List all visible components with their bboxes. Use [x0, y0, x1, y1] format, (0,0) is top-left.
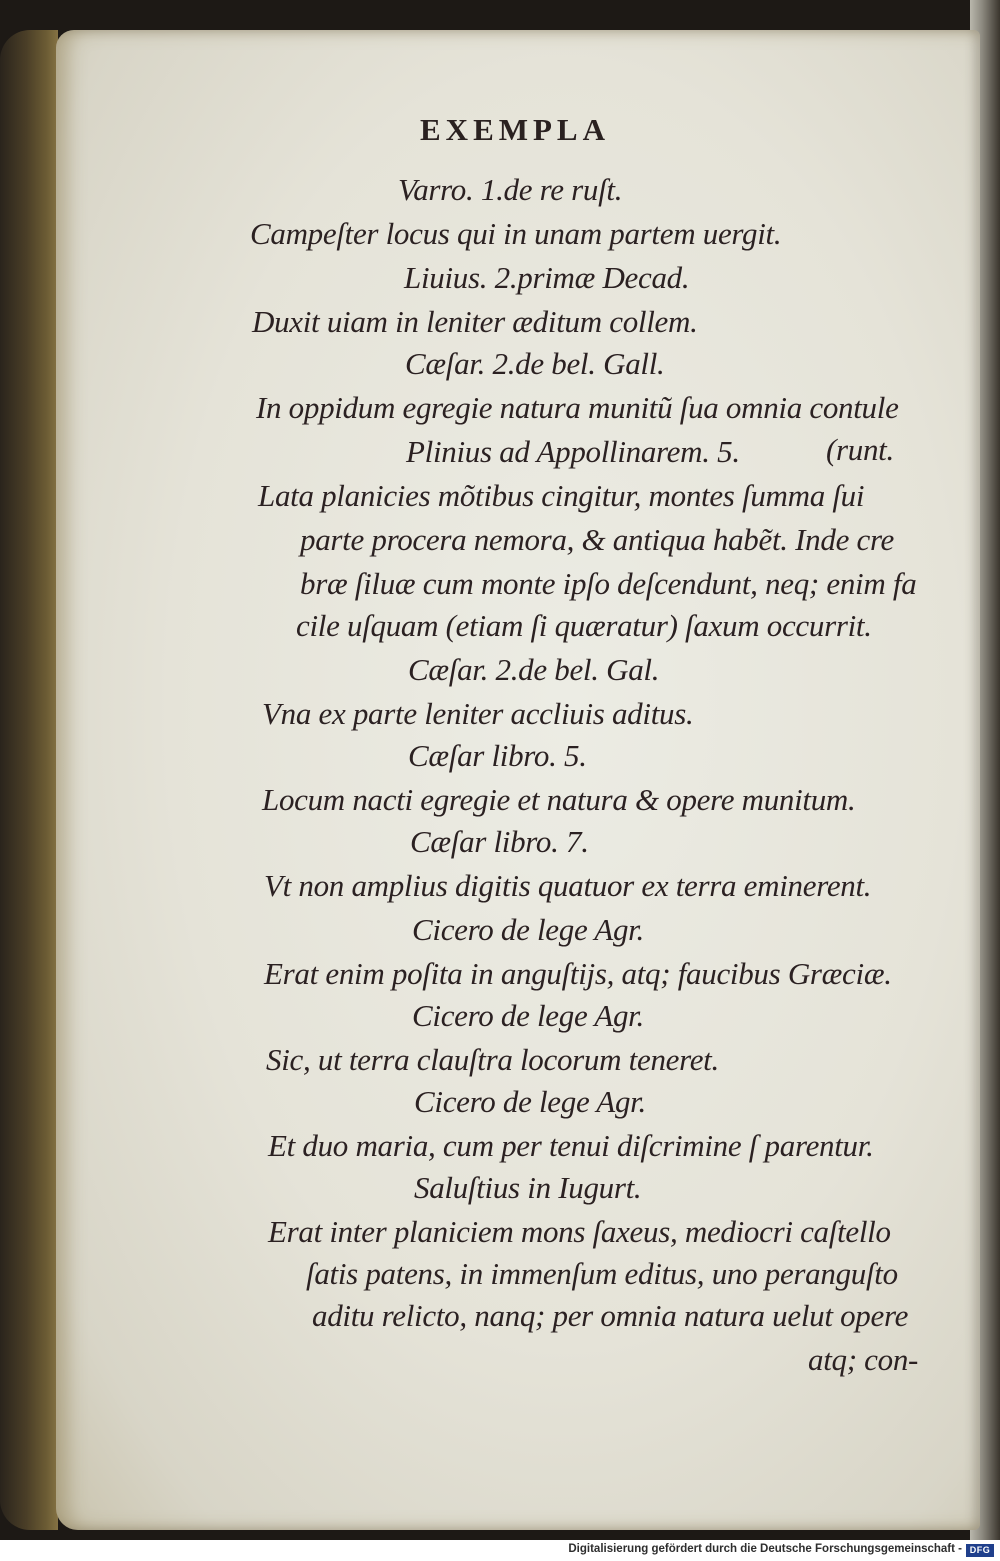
text-line: Duxit uiam in leniter æditum collem.: [252, 304, 698, 339]
digitization-footer: [0, 1540, 1000, 1561]
text-line: Cæſar libro. 7.: [410, 824, 589, 859]
text-line: Erat inter planiciem mons ſaxeus, mediocri caſtello: [268, 1214, 891, 1249]
text-line: Lata planicies mõtibus cingitur, montes ſumma ſui: [258, 478, 865, 513]
text-line: Cæſar. 2.de bel. Gal.: [408, 652, 660, 687]
text-line: Erat enim poſita in anguſtijs, atq; faucibus Græciæ.: [264, 956, 892, 991]
text-line: Vna ex parte leniter accliuis aditus.: [262, 696, 694, 731]
text-line: bræ ſiluæ cum monte ipſo deſcendunt, neq; enim fa: [300, 566, 917, 601]
dfg-logo: DFG: [966, 1544, 994, 1557]
running-heading: EXEMPLA: [420, 112, 610, 147]
text-line: Varro. 1.de re ruſt.: [398, 172, 623, 207]
text-line: aditu relicto, nanq; per omnia natura uelut opere: [312, 1298, 909, 1333]
text-line: cile uſquam (etiam ſi quæratur) ſaxum occurrit.: [296, 608, 872, 643]
text-line: Saluſtius in Iugurt.: [414, 1170, 642, 1205]
show-through-text: [776, 150, 1000, 1300]
text-line: parte procera nemora, & antiqua habẽt. Inde cre: [300, 522, 895, 557]
text-line: Vt non amplius digitis quatuor ex terra eminerent.: [264, 868, 872, 903]
text-line: Campeſter locus qui in unam partem uergit.: [250, 216, 782, 251]
text-line: ſatis patens, in immenſum editus, uno peranguſto: [306, 1256, 898, 1291]
text-line: Sic, ut terra clauſtra locorum teneret.: [266, 1042, 719, 1077]
text-line: Liuius. 2.primæ Decad.: [404, 260, 690, 295]
text-line: Cæſar libro. 5.: [408, 738, 587, 773]
text-line: (runt.: [826, 432, 894, 467]
text-line: Plinius ad Appollinarem. 5.: [406, 434, 740, 469]
catchword: atq; con-: [808, 1342, 919, 1377]
text-line: Et duo maria, cum per tenui diſcrimine ſ parentur.: [268, 1128, 874, 1163]
text-line: Locum nacti egregie et natura & opere munitum.: [262, 782, 856, 817]
text-line: Cæſar. 2.de bel. Gall.: [405, 346, 665, 381]
book-page: [56, 30, 980, 1530]
text-line: Cicero de lege Agr.: [412, 912, 644, 947]
text-line: In oppidum egregie natura munitũ ſua omnia contule: [256, 390, 899, 425]
book-binding: [0, 30, 58, 1530]
text-line: Cicero de lege Agr.: [414, 1084, 646, 1119]
funding-credit: Digitalisierung gefördert durch die Deutsche Forschungsgemeinschaft -: [568, 1543, 962, 1555]
text-line: Cicero de lege Agr.: [412, 998, 644, 1033]
